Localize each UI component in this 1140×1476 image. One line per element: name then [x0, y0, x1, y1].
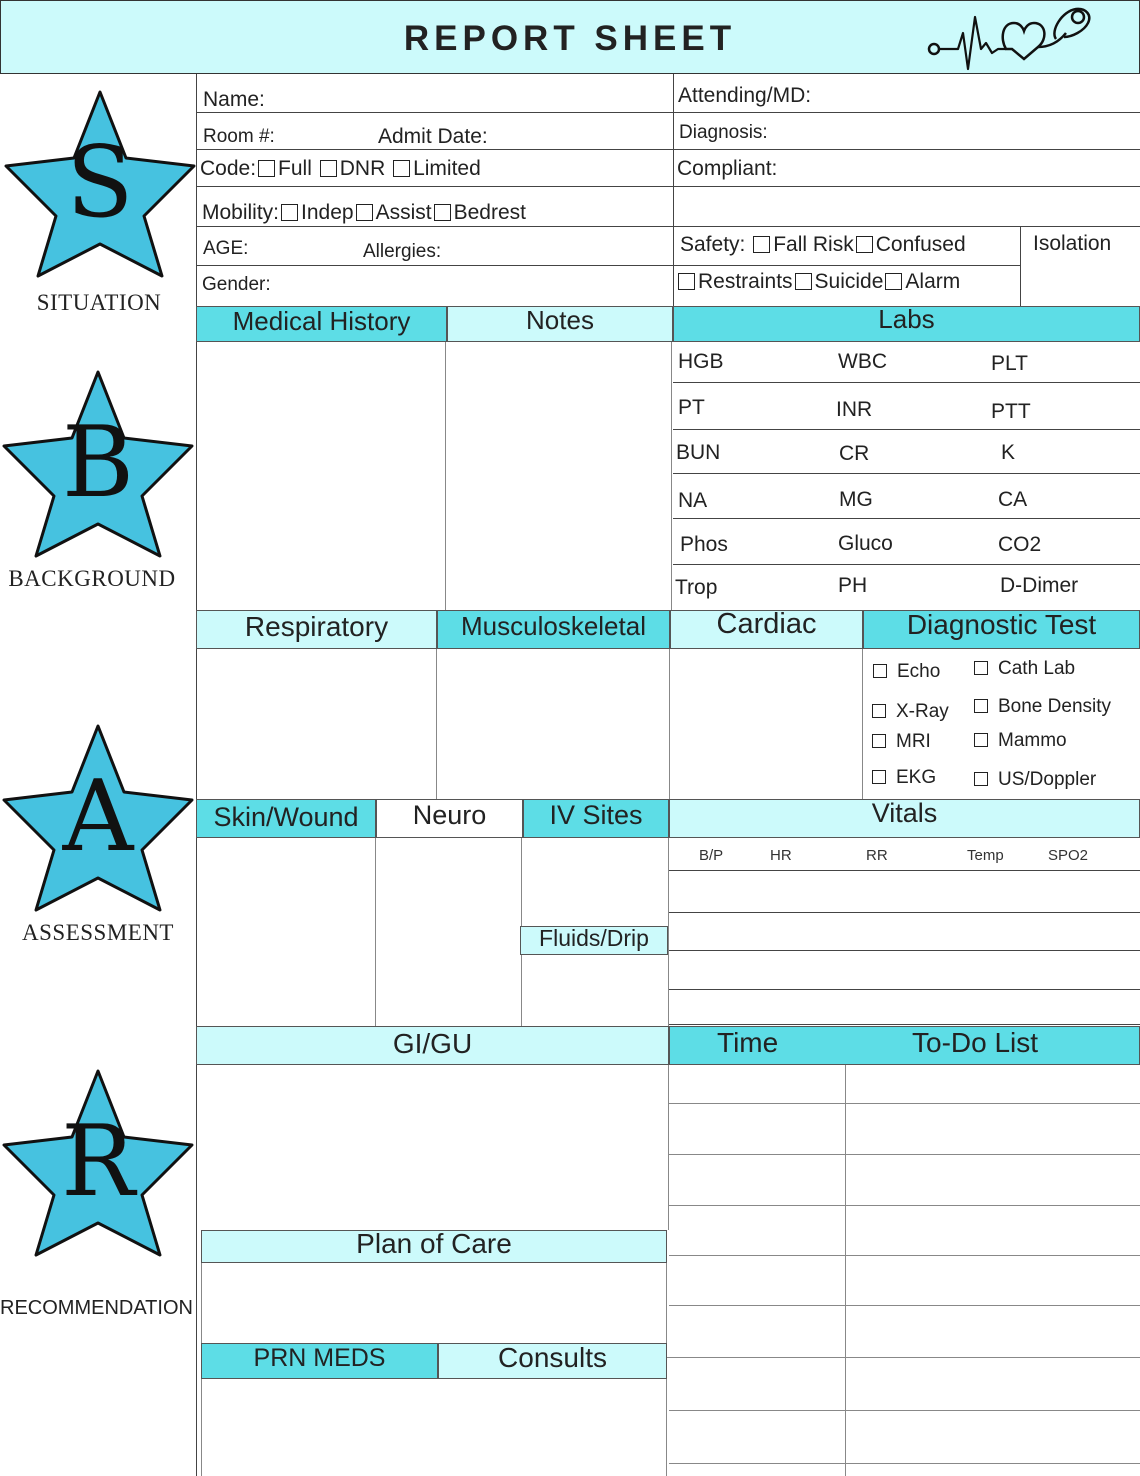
mob-indep-checkbox[interactable] — [281, 204, 298, 221]
consults-header: Consults — [438, 1343, 667, 1379]
suicide-checkbox[interactable] — [795, 273, 812, 290]
lab-na[interactable]: NA — [678, 489, 708, 512]
plan-of-care-area[interactable] — [201, 1263, 667, 1343]
checkbox-icon[interactable] — [974, 772, 988, 786]
plan-of-care-header: Plan of Care — [201, 1230, 667, 1263]
complaint-field[interactable]: Compliant: — [677, 157, 778, 180]
checkbox-icon[interactable] — [974, 661, 988, 675]
diag-mri[interactable]: MRI — [872, 731, 931, 753]
mob-assist-checkbox[interactable] — [356, 204, 373, 221]
respiratory-area[interactable] — [196, 649, 437, 799]
code-full-checkbox[interactable] — [258, 160, 275, 177]
code-limited-label: Limited — [413, 157, 481, 180]
skin-wound-area[interactable] — [196, 838, 376, 1026]
title-bar — [0, 0, 1140, 74]
prn-meds-header: PRN MEDS — [201, 1343, 438, 1379]
prn-consults-area[interactable] — [201, 1379, 667, 1476]
star-background — [0, 368, 196, 560]
isolation-field[interactable]: Isolation — [1033, 232, 1112, 255]
gi-gu-area[interactable] — [196, 1065, 669, 1230]
code-row — [200, 157, 481, 181]
todo-header: To-Do List — [912, 1027, 1039, 1058]
lab-phos[interactable]: Phos — [680, 533, 728, 556]
safety-row — [680, 233, 966, 257]
suicide-label: Suicide — [814, 270, 884, 293]
time-header: Time — [717, 1027, 779, 1058]
vitals-header: Vitals — [669, 799, 1140, 838]
time-todo-header — [669, 1026, 1140, 1065]
skin-wound-header: Skin/Wound — [196, 799, 376, 838]
gi-gu-header: GI/GU — [196, 1026, 669, 1065]
mob-bedrest-checkbox[interactable] — [434, 204, 451, 221]
star-letter-a: A — [62, 760, 134, 874]
room-field[interactable]: Room #: — [203, 126, 275, 147]
code-full-label: Full — [278, 157, 312, 180]
vitals-col-spo2: SPO2 — [1048, 847, 1089, 864]
alarm-checkbox[interactable] — [885, 273, 902, 290]
patient-divider — [673, 74, 674, 306]
star-letter-s: S — [66, 126, 134, 240]
heartbeat-stethoscope-icon — [926, 3, 1096, 75]
age-field[interactable]: AGE: — [203, 238, 249, 259]
star-assessment — [0, 722, 196, 914]
neuro-area[interactable] — [376, 838, 522, 1026]
page-title: REPORT SHEET — [403, 19, 737, 58]
respiratory-header: Respiratory — [196, 610, 437, 649]
lab-ca[interactable]: CA — [998, 488, 1028, 511]
vitals-col-hr: HR — [770, 847, 792, 864]
neuro-header: Neuro — [376, 799, 523, 838]
lab-pt[interactable]: PT — [678, 396, 705, 419]
labs-table — [673, 342, 1140, 610]
lab-ph[interactable]: PH — [838, 574, 868, 597]
gender-field[interactable]: Gender: — [202, 274, 271, 295]
star-letter-b: B — [61, 406, 135, 520]
checkbox-icon[interactable] — [872, 770, 886, 784]
caption-situation: SITUATION — [36, 290, 162, 315]
checkbox-icon[interactable] — [974, 699, 988, 713]
vitals-table — [669, 838, 1140, 1026]
lab-cr[interactable]: CR — [839, 442, 870, 465]
fluids-drip-header: Fluids/Drip — [520, 926, 668, 955]
checkbox-icon[interactable] — [873, 664, 887, 678]
musculoskeletal-area[interactable] — [437, 649, 670, 799]
lab-trop[interactable]: Trop — [675, 576, 718, 599]
diag-cath-lab[interactable]: Cath Lab — [974, 658, 1075, 680]
fall-risk-label: Fall Risk — [773, 233, 854, 256]
restraints-label: Restraints — [698, 270, 793, 293]
medical-history-header: Medical History — [196, 306, 447, 342]
safety-label: Safety: — [680, 233, 746, 256]
lab-wbc[interactable]: WBC — [838, 350, 887, 373]
diag-bone-density[interactable]: Bone Density — [974, 696, 1111, 718]
name-field[interactable]: Name: — [203, 88, 265, 111]
mob-indep-label: Indep — [301, 201, 354, 224]
medical-history-area[interactable] — [196, 342, 446, 610]
attending-field[interactable]: Attending/MD: — [678, 84, 812, 107]
confused-checkbox[interactable] — [856, 236, 873, 253]
star-letter-r: R — [61, 1105, 135, 1219]
checkbox-icon[interactable] — [974, 733, 988, 747]
cardiac-header: Cardiac — [670, 610, 863, 649]
mobility-row — [202, 201, 526, 225]
admit-date-field[interactable]: Admit Date: — [378, 125, 488, 148]
allergies-field[interactable]: Allergies: — [363, 241, 442, 262]
confused-label: Confused — [875, 233, 966, 256]
musculoskeletal-header: Musculoskeletal — [437, 610, 670, 649]
lab-gluco[interactable]: Gluco — [838, 532, 893, 555]
diag-mammo[interactable]: Mammo — [974, 730, 1067, 752]
diag-echo[interactable]: Echo — [873, 661, 940, 683]
fall-risk-checkbox[interactable] — [753, 236, 770, 253]
restraints-checkbox[interactable] — [678, 273, 695, 290]
diag-ekg[interactable]: EKG — [872, 767, 936, 789]
caption-assessment: ASSESSMENT — [22, 920, 174, 945]
checkbox-icon[interactable] — [872, 704, 886, 718]
lab-bun[interactable]: BUN — [676, 441, 721, 464]
code-dnr-checkbox[interactable] — [320, 160, 337, 177]
safety-row-2 — [676, 270, 960, 294]
diagnostic-tests-list — [863, 649, 1140, 799]
star-recommendation — [0, 1067, 196, 1259]
vitals-col-rr: RR — [866, 847, 888, 864]
code-label: Code: — [200, 157, 257, 180]
lab-plt[interactable]: PLT — [991, 352, 1028, 375]
code-dnr-label: DNR — [339, 157, 386, 180]
lab-mg[interactable]: MG — [839, 488, 873, 511]
lab-ptt[interactable]: PTT — [991, 400, 1031, 423]
iv-sites-header: IV Sites — [523, 799, 669, 838]
star-situation — [2, 88, 198, 280]
diagnostic-test-header: Diagnostic Test — [863, 610, 1140, 649]
mob-bedrest-label: Bedrest — [453, 201, 526, 224]
lab-inr[interactable]: INR — [836, 398, 873, 421]
notes-area[interactable] — [446, 342, 672, 610]
lab-co2[interactable]: CO2 — [998, 533, 1042, 556]
cardiac-area[interactable] — [670, 649, 863, 799]
caption-background: BACKGROUND — [8, 566, 176, 591]
vitals-col-temp: Temp — [967, 847, 1004, 864]
mobility-label: Mobility: — [202, 201, 280, 224]
lab-hgb[interactable]: HGB — [678, 350, 724, 373]
code-limited-checkbox[interactable] — [393, 160, 410, 177]
notes-header: Notes — [447, 306, 673, 342]
caption-recommendation: RECOMMENDATION — [0, 1297, 193, 1319]
lab-k[interactable]: K — [1001, 441, 1016, 464]
diag-xray[interactable]: X-Ray — [872, 701, 949, 723]
vitals-col-bp: B/P — [699, 847, 724, 864]
todo-table — [669, 1065, 1140, 1476]
diag-us-doppler[interactable]: US/Doppler — [974, 769, 1096, 791]
lab-ddimer[interactable]: D-Dimer — [1000, 574, 1079, 597]
alarm-label: Alarm — [905, 270, 961, 293]
labs-header: Labs — [673, 306, 1140, 342]
diagnosis-field[interactable]: Diagnosis: — [679, 122, 768, 143]
mob-assist-label: Assist — [375, 201, 432, 224]
checkbox-icon[interactable] — [872, 734, 886, 748]
